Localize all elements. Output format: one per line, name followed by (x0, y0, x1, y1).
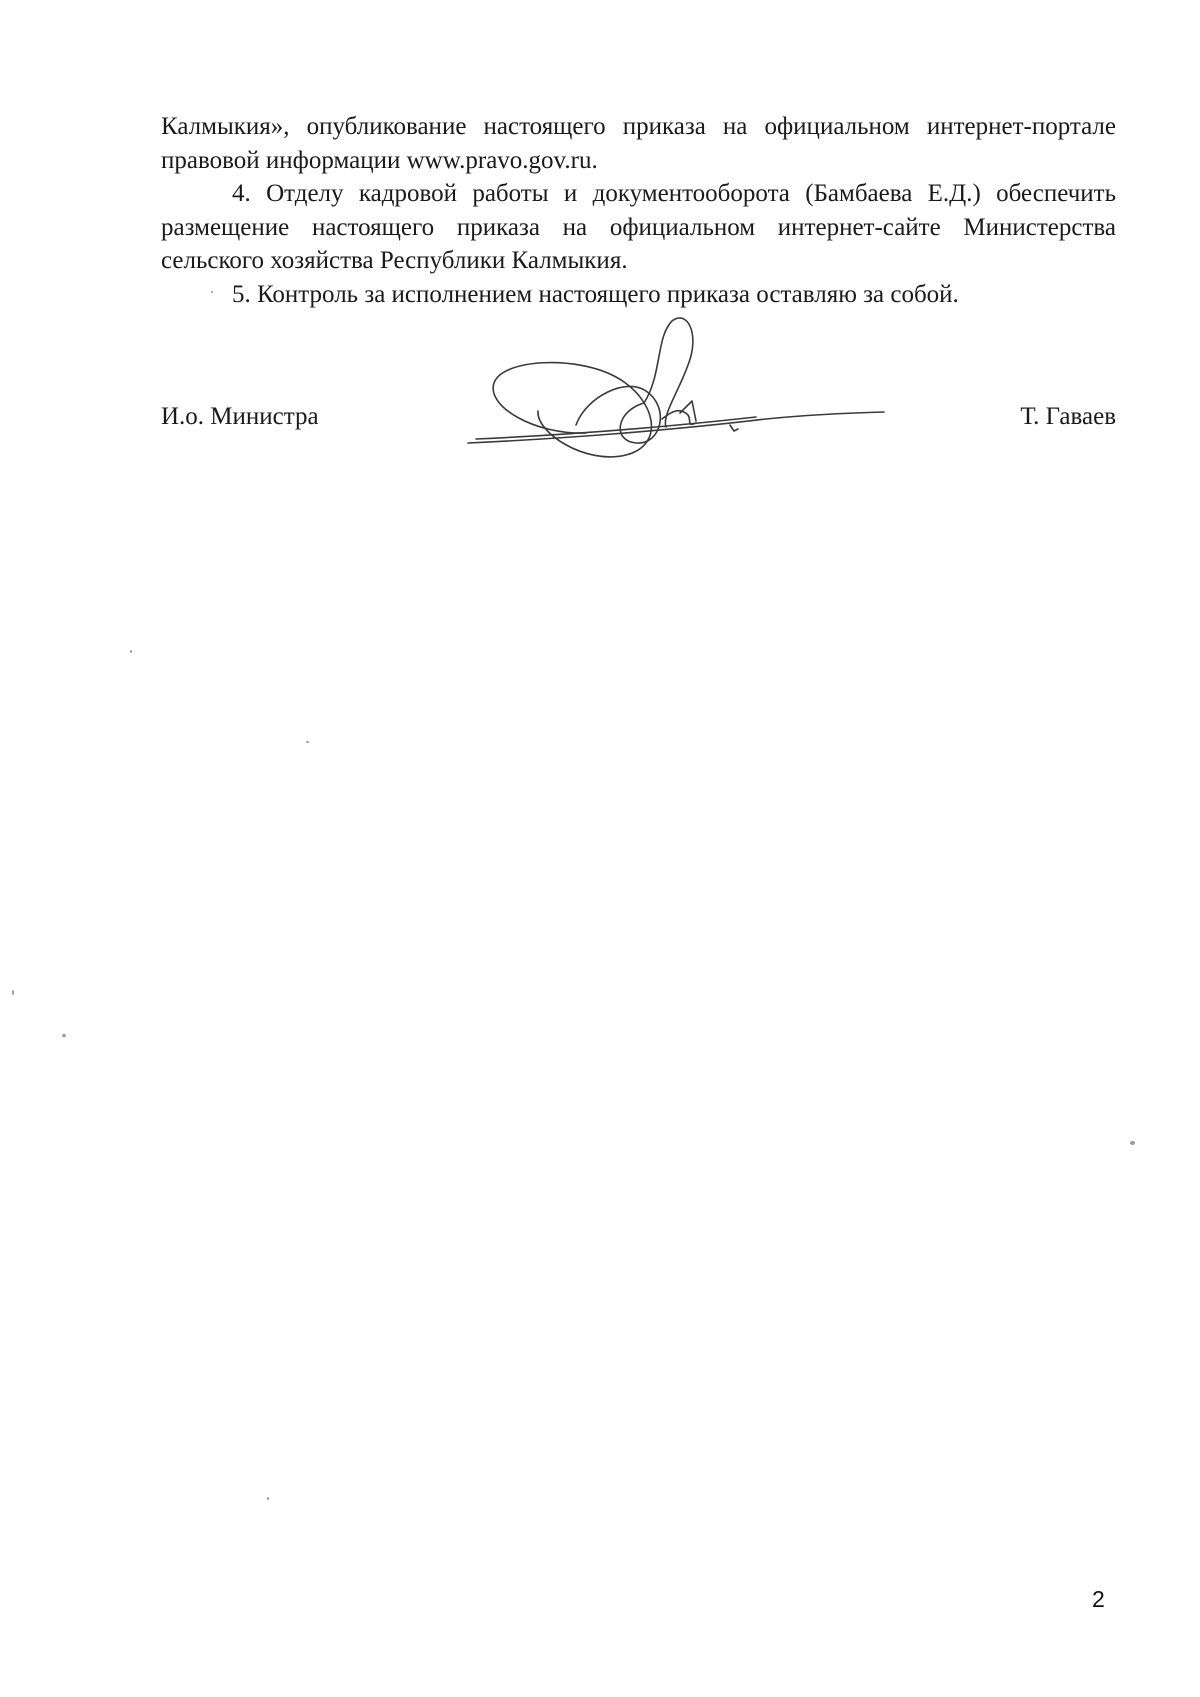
signatory-name: Т. Гаваев (1020, 403, 1116, 430)
scan-speck (130, 650, 132, 653)
signatory-role: И.о. Министра (161, 403, 319, 430)
page-number: 2 (1092, 1586, 1105, 1612)
scan-speck (1130, 1141, 1135, 1145)
document-body (161, 110, 1116, 311)
paragraph-publication: Калмыкия», опубликование настоящего приказа на официальном интернет-портале правовой информации www.pravo.gov.ru. (161, 113, 1116, 174)
scan-speck (211, 291, 213, 293)
paragraph-item-4: 4. Отделу кадровой работы и документооборота (Бамбаева Е.Д.) обеспечить размещение настоящего приказа на официальном интернет-сайте Министерства сельского хозяйства Республики Калмыкия. (161, 180, 1116, 274)
scan-speck (306, 741, 309, 743)
scan-speck (267, 1497, 269, 1500)
handwritten-signature (466, 315, 886, 475)
scan-speck (62, 1034, 66, 1037)
signature-block (161, 300, 1116, 490)
paragraph-item-5: 5. Контроль за исполнением настоящего приказа оставляю за собой. (232, 280, 959, 308)
scan-speck (12, 990, 14, 995)
